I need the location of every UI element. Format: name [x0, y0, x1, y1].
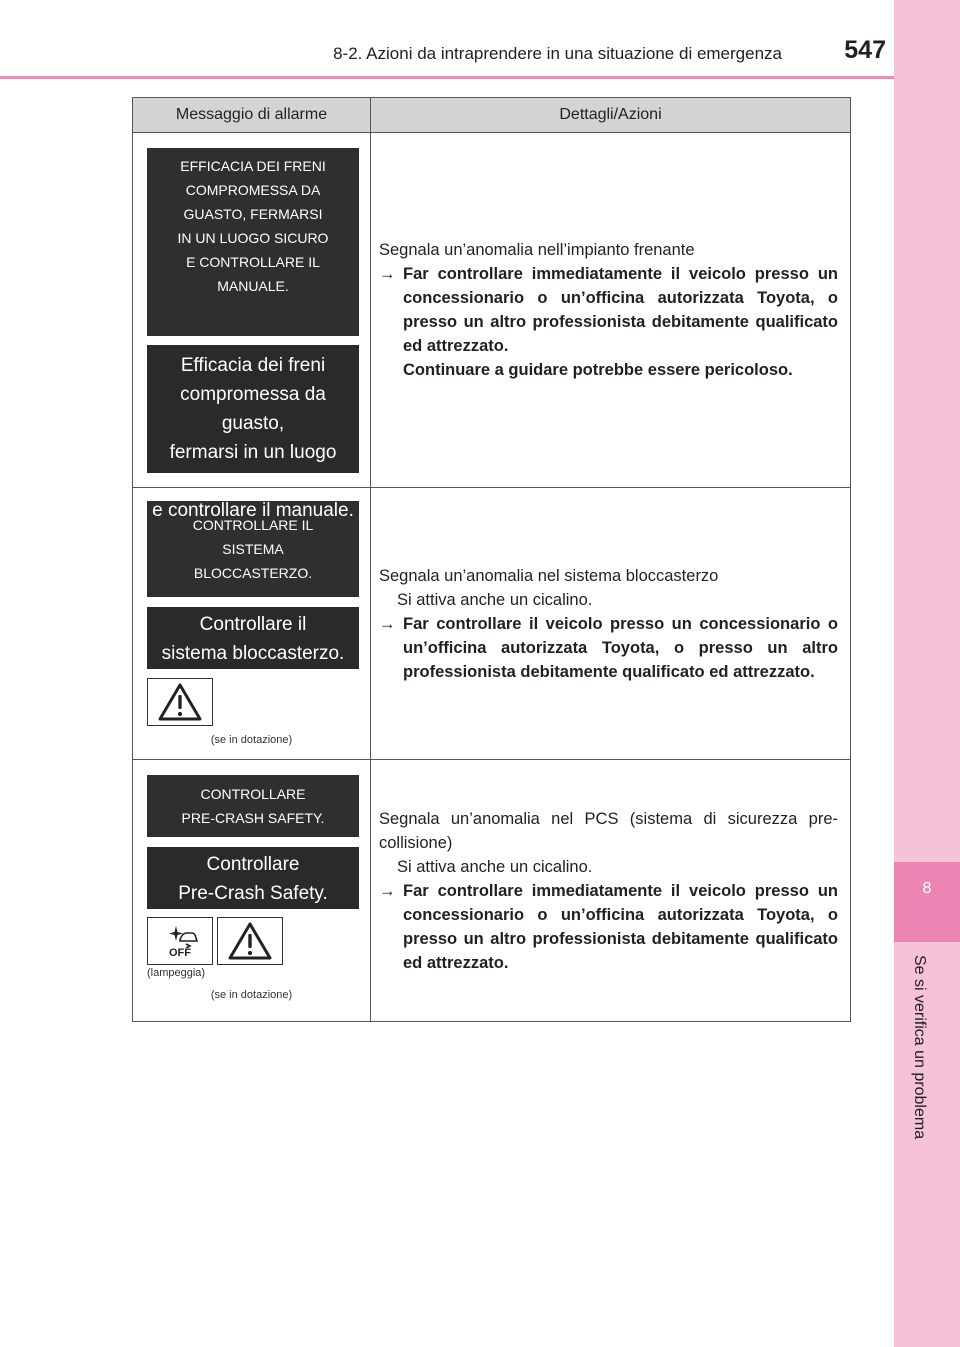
action-text: Far controllare il veicolo presso un concessionario o un’officina autorizzata Toyota, o presso un altro professionista debitamente qualificato ed attrezzato.: [403, 614, 838, 681]
section-title: 8-2. Azioni da intraprendere in una situazione di emergenza: [333, 44, 782, 63]
page-number: 547: [844, 36, 886, 64]
pcs-off-label: OFF: [169, 947, 191, 959]
lcd-message-mixedcase: Controllare il sistema bloccasterzo.: [147, 607, 359, 669]
lcd-message-mixedcase: Efficacia dei freni compromessa da guasto, fermarsi in un luogo sicuro e controllare il manuale.: [147, 345, 359, 473]
warning-triangle-icon: [217, 917, 283, 965]
lcd-message-uppercase: EFFICACIA DEI FRENI COMPROMESSA DA GUASTO, FERMARSI IN UN LUOGO SICURO E CONTROLLARE IL MANUALE.: [147, 148, 359, 336]
action-item: [379, 879, 838, 975]
lcd-message-uppercase: CONTROLLARE IL SISTEMA BLOCCASTERZO.: [147, 501, 359, 597]
details-cell: [371, 133, 851, 488]
action-item: [379, 612, 838, 684]
arrow-icon: →: [379, 265, 396, 283]
action-text: Far controllare immediatamente il veicolo presso un concessionario o un’officina autorizzata Toyota, o presso un altro professionista debitamente qualificato ed attrezzato.: [403, 265, 838, 355]
table-row: [133, 133, 851, 488]
table-header-row: [133, 98, 851, 133]
lcd-message-mixedcase: Controllare Pre-Crash Safety.: [147, 847, 359, 909]
equipment-caption: (se in dotazione): [210, 988, 293, 1001]
action-text: Far controllare immediatamente il veicolo presso un concessionario o un’officina autorizzata Toyota, o presso un altro professionista debitamente qualificato ed attrezzato.: [403, 881, 838, 972]
column-header-details: Dettagli/Azioni: [371, 98, 851, 133]
arrow-icon: →: [379, 881, 396, 900]
warning-text: Continuare a guidare potrebbe essere pericoloso.: [403, 361, 793, 379]
warning-messages-table: [132, 97, 851, 1022]
lcd-message-uppercase: CONTROLLARE PRE-CRASH SAFETY.: [147, 775, 359, 837]
message-cell: [133, 760, 371, 1022]
chapter-number: 8: [922, 880, 932, 897]
message-cell: [133, 133, 371, 521]
message-cell: [133, 488, 371, 760]
warning-triangle-icon: [147, 678, 213, 726]
table-row: [133, 760, 851, 1022]
action-item: [379, 262, 838, 382]
chapter-tab: [894, 862, 960, 942]
side-tab-band: [894, 0, 960, 1347]
indicator-icons: [147, 917, 370, 965]
description: Segnala un’anomalia nel sistema bloccasterzo: [379, 566, 719, 585]
header-rule: [0, 76, 894, 79]
indicator-icons: [147, 678, 370, 726]
buzzer-note: Si attiva anche un cicalino.: [397, 857, 593, 876]
pcs-off-icon: [147, 917, 213, 965]
chapter-label: Se si verifica un problema: [911, 955, 928, 1140]
column-header-message: Messaggio di allarme: [133, 98, 371, 133]
buzzer-note: Si attiva anche un cicalino.: [397, 590, 593, 609]
arrow-icon: →: [379, 614, 396, 633]
equipment-caption: (se in dotazione): [210, 734, 293, 746]
blink-caption: (lampeggia): [147, 966, 206, 979]
description: Segnala un’anomalia nell’impianto frenante: [379, 241, 695, 259]
details-cell: [371, 760, 851, 1022]
description: Segnala un’anomalia nel PCS (sistema di sicurezza pre-collisione): [379, 809, 838, 852]
details-cell: [371, 488, 851, 760]
table-row: [133, 488, 851, 760]
